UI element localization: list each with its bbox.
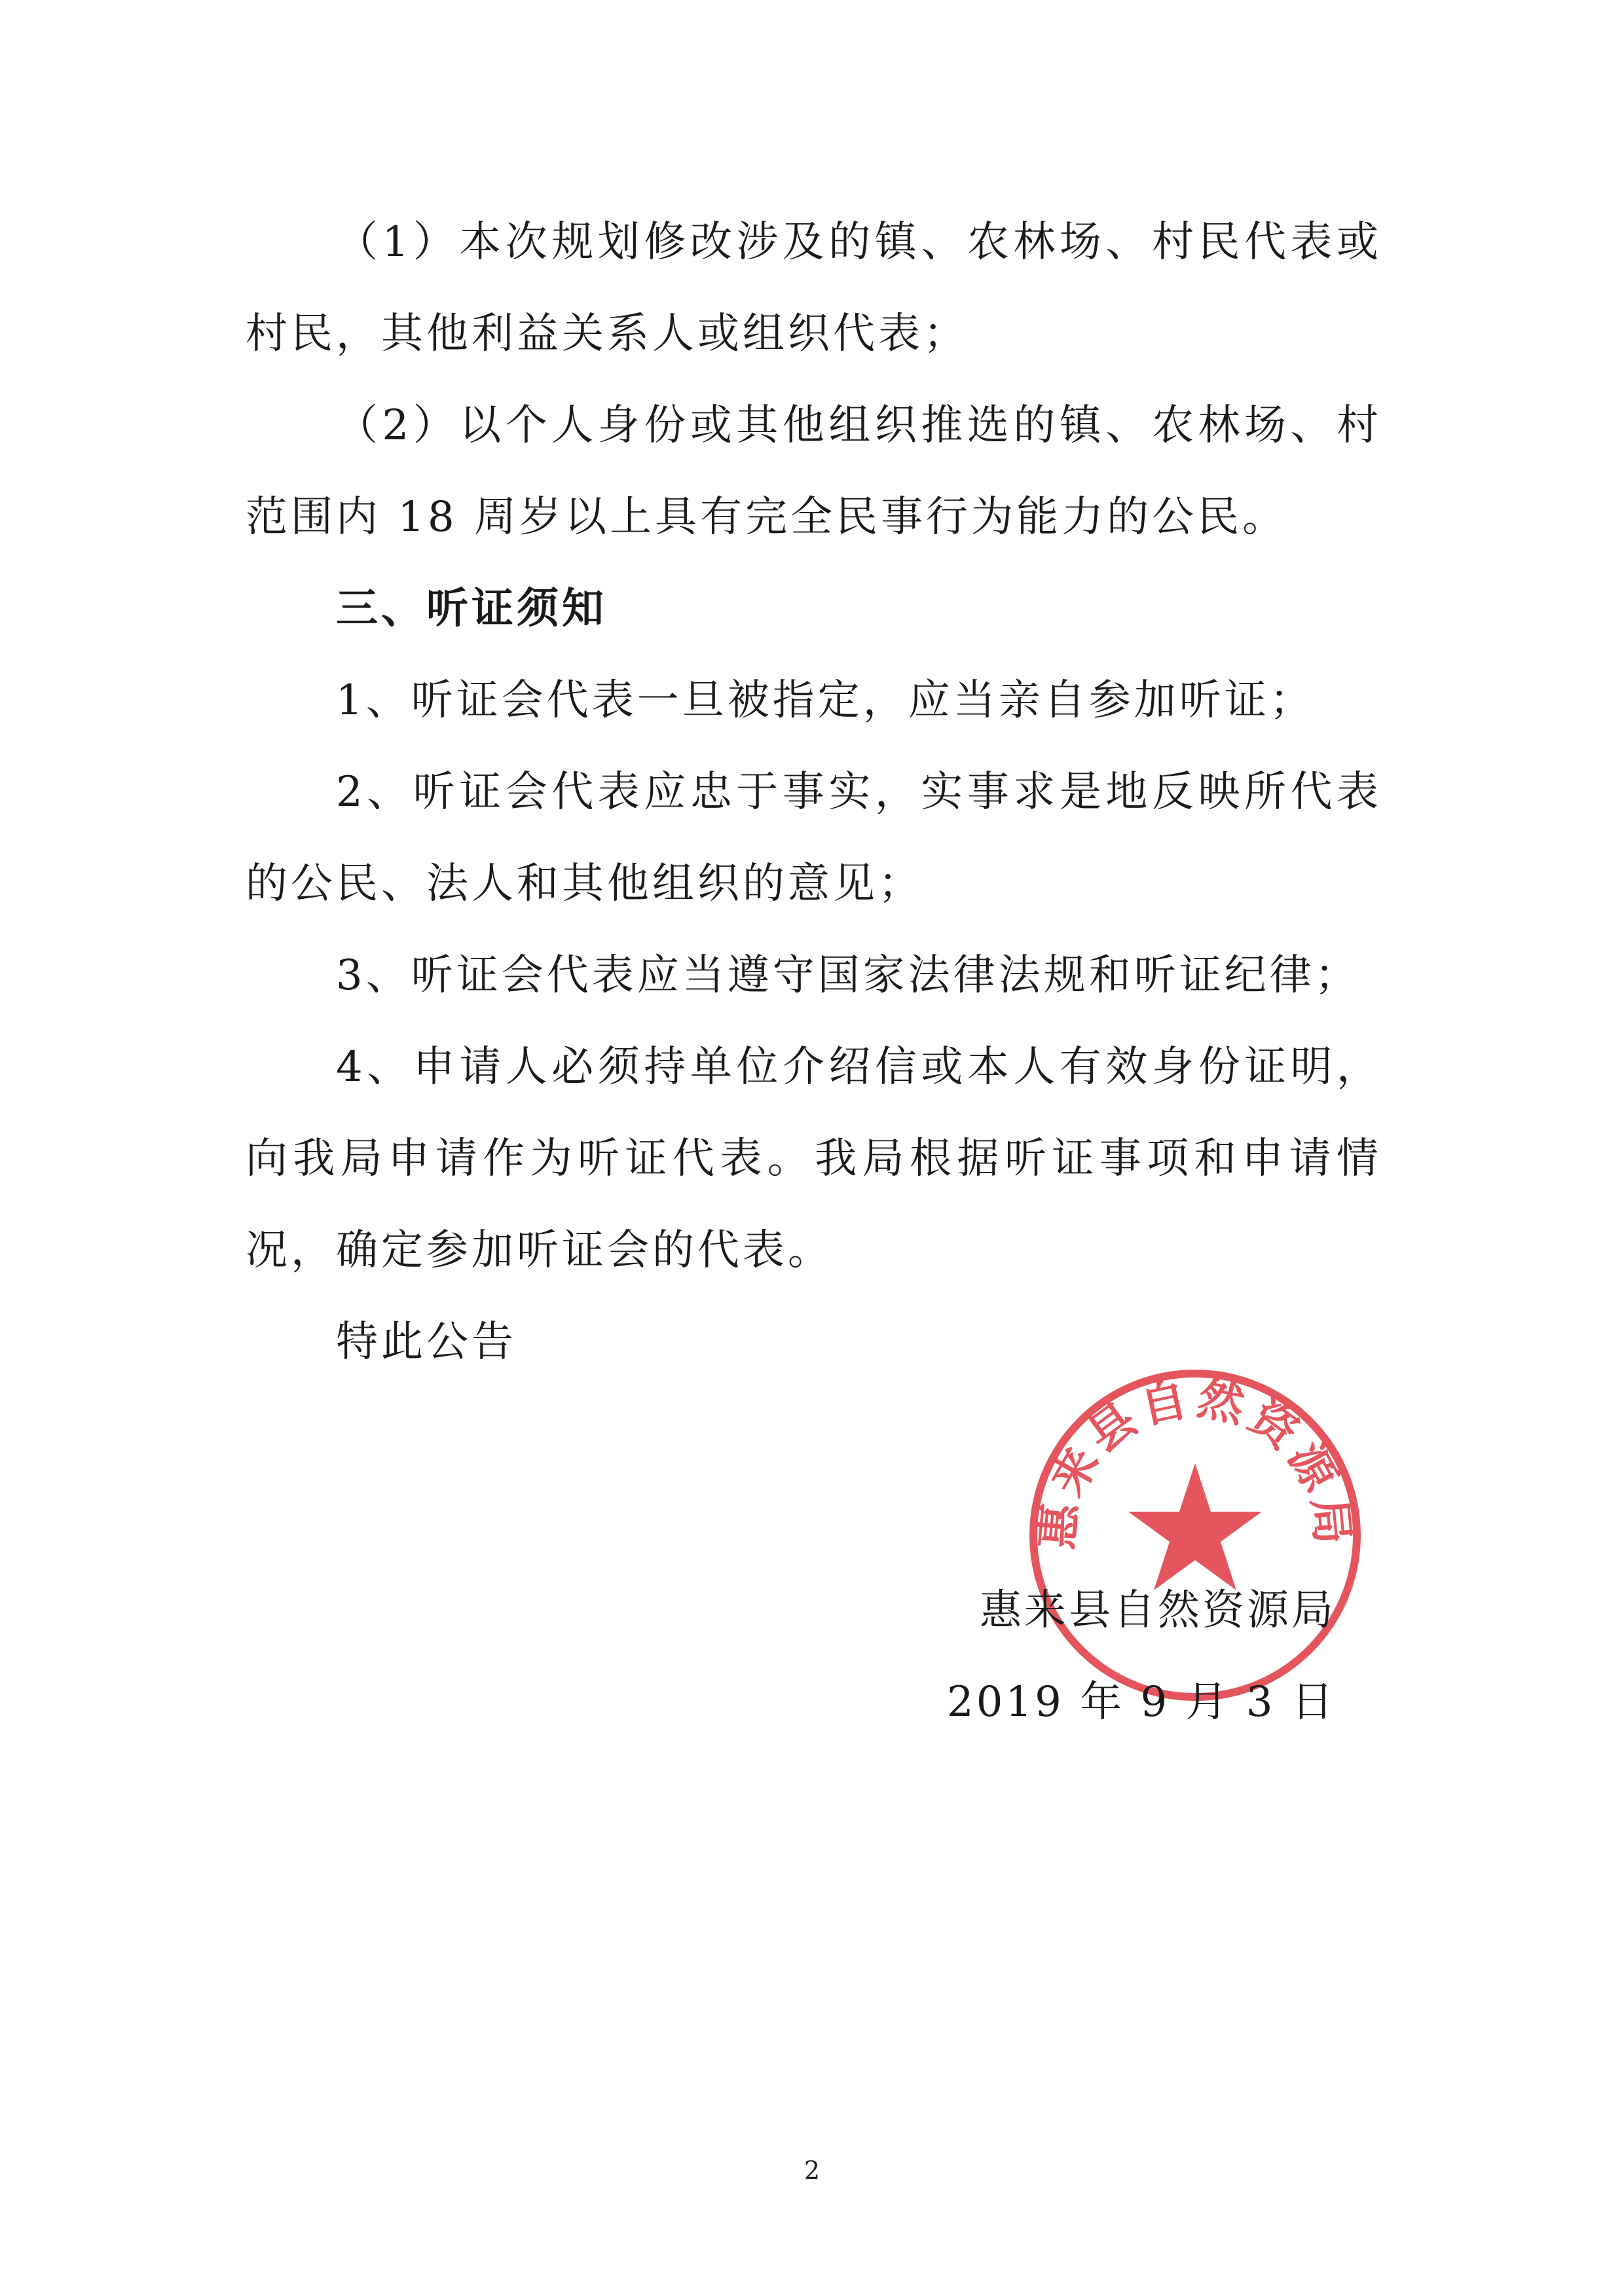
paragraph-notice-3: 3、听证会代表应当遵守国家法律法规和听证纪律； bbox=[336, 951, 1360, 1000]
paragraph-1: （1）本次规划修改涉及的镇、农林场、村民代表或村民，其他利益关系人或组织代表； bbox=[246, 218, 1382, 358]
page-number: 2 bbox=[803, 2156, 821, 2185]
signature-block bbox=[812, 1565, 1336, 1748]
body-text bbox=[246, 196, 1382, 1388]
signature-date: 2019 年 9 月 3 日 bbox=[946, 1678, 1336, 1726]
seal-text: 惠来县自然资源局 bbox=[1029, 1371, 1361, 1552]
section-heading-hearing-notice: 三、听证须知 bbox=[336, 584, 607, 633]
paragraph-2: （2）以个人身份或其他组织推选的镇、农林场、村范围内 18 周岁以上具有完全民事行为能力的公民。 bbox=[246, 401, 1382, 541]
closing-statement: 特此公告 bbox=[336, 1318, 517, 1366]
paragraph-notice-4: 4、申请人必须持单位介绍信或本人有效身份证明，向我局申请作为听证代表。我局根据听证事项和申请情况，确定参加听证会的代表。 bbox=[246, 1043, 1382, 1275]
signature-organization: 惠来县自然资源局 bbox=[980, 1586, 1336, 1635]
paragraph-notice-1: 1、听证会代表一旦被指定，应当亲自参加听证； bbox=[336, 676, 1315, 725]
paragraph-notice-2: 2、听证会代表应忠于事实，实事求是地反映所代表的公民、法人和其他组织的意见； bbox=[246, 768, 1382, 908]
